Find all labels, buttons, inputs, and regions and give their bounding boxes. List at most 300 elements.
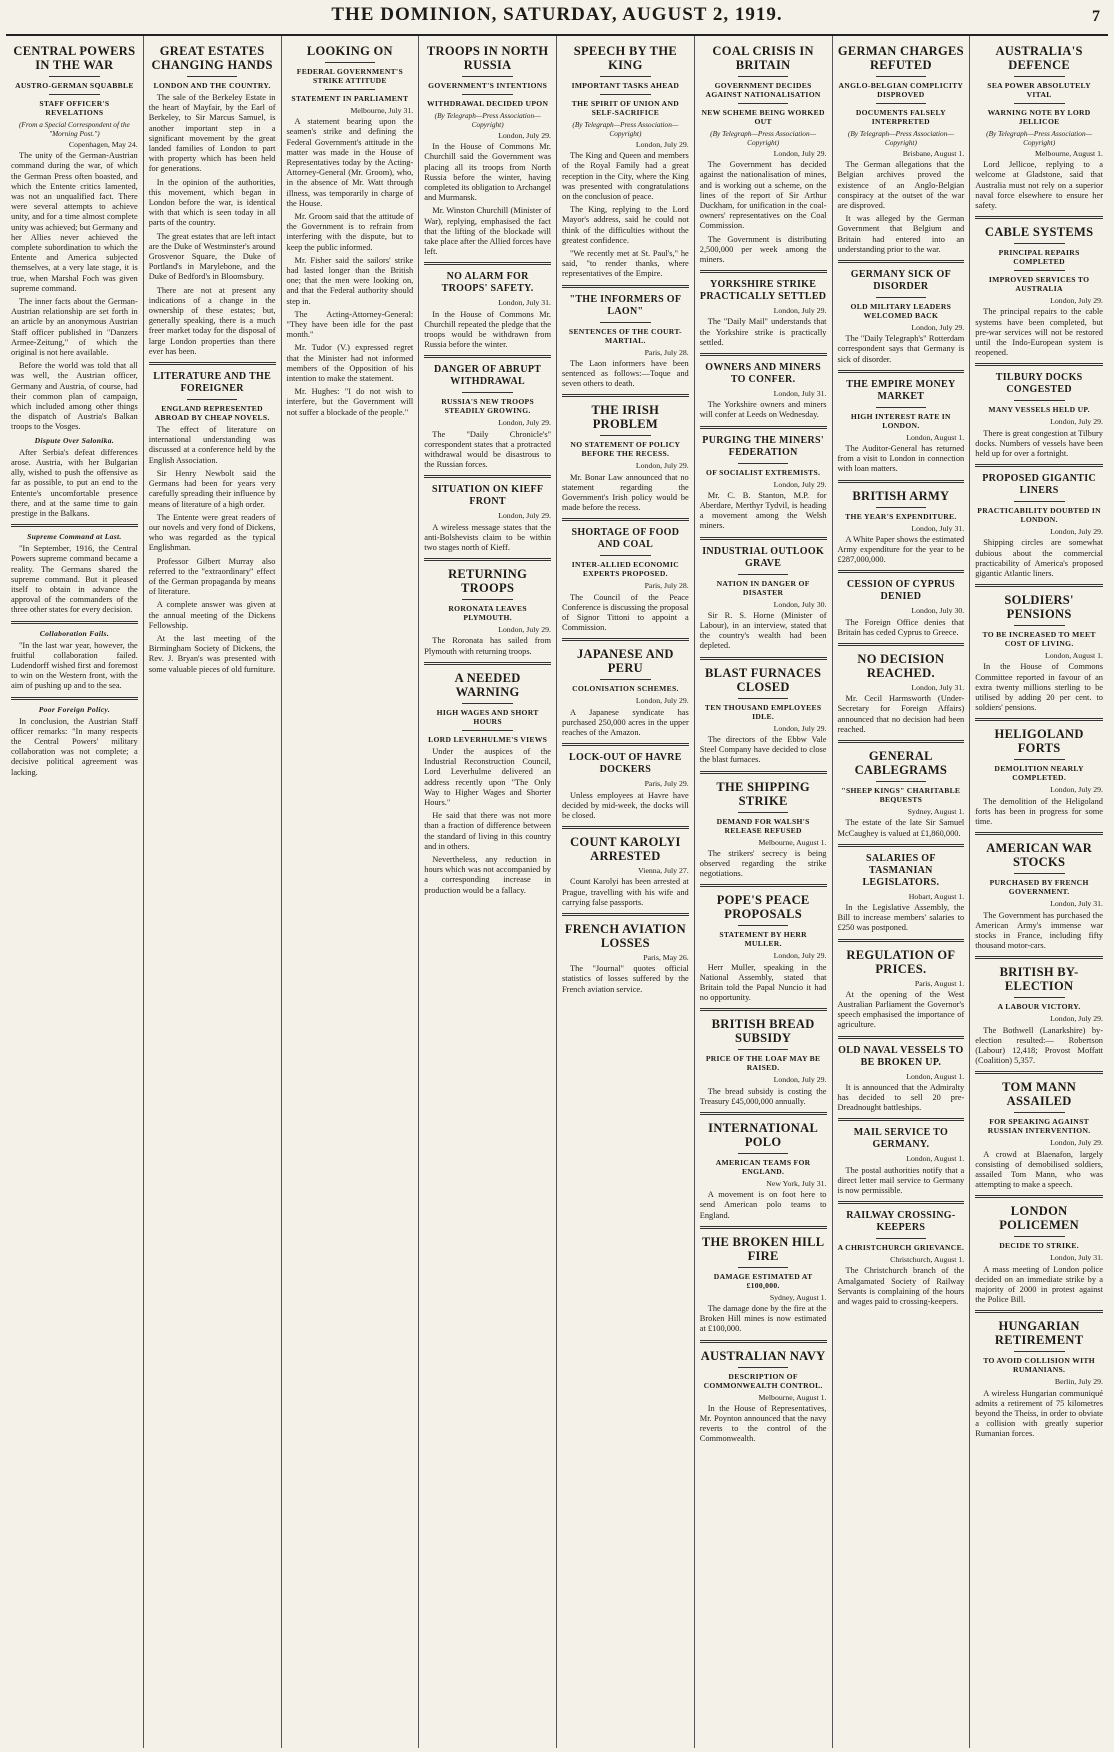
article-divider bbox=[975, 584, 1103, 587]
article-paragraph: The King and Queen and members of the Royal Family had a great reception in the City, where the King was presented with congratulations on the conclusion of peace. bbox=[562, 151, 689, 202]
headline-rule bbox=[600, 435, 651, 436]
article-headline: MAIL SERVICE TO GERMANY. bbox=[853, 1127, 949, 1151]
article-paragraph: A Japanese syndicate has purchased 250,000 acres in the upper reaches of the Amazon. bbox=[562, 707, 689, 738]
article bbox=[424, 44, 551, 257]
article bbox=[700, 771, 827, 880]
article-paragraph: Sir R. S. Horne (Minister of Labour), in an interview, stated that the country's wealth had been depleted. bbox=[699, 610, 827, 651]
headline-rule bbox=[738, 463, 789, 464]
article-headline: CABLE SYSTEMS bbox=[984, 225, 1094, 240]
article-dateline: London, July 29. bbox=[1050, 527, 1103, 537]
article-headline: HUNGARIAN RETIREMENT bbox=[994, 1319, 1084, 1348]
article-subhead: ANGLO-BELGIAN COMPLICITY DISPROVED bbox=[838, 81, 964, 99]
article-paragraph: Count Karolyi has been arrested at Prague, travelling with his wife and carrying false passports. bbox=[562, 877, 689, 907]
article-divider bbox=[838, 844, 965, 847]
article-paragraph: Under the auspices of the Industrial Reconstruction Council, Lord Leverhulme delivered an address recently upon "The Only Way to Higher Wages and Shorter Hours." bbox=[424, 746, 551, 807]
article-subhead: AMERICAN TEAMS FOR ENGLAND. bbox=[715, 1157, 811, 1176]
article-subhead: STATEMENT IN PARLIAMENT bbox=[291, 94, 409, 103]
article bbox=[424, 475, 551, 553]
headline-rule bbox=[187, 399, 238, 400]
article-dateline: London, July 29. bbox=[1050, 1138, 1103, 1148]
article bbox=[975, 464, 1103, 579]
section-heading: Poor Foreign Policy. bbox=[38, 704, 111, 714]
article-headline: THE SHIPPING STRIKE bbox=[716, 779, 810, 808]
article-dateline: Christchurch, August 1. bbox=[890, 1255, 965, 1265]
article-subhead: DOCUMENTS FALSELY INTERPRETED bbox=[855, 108, 946, 126]
article-dateline: Copenhagen, May 24. bbox=[68, 140, 138, 149]
article-headline: THE IRISH PROBLEM bbox=[591, 403, 660, 432]
article-headline: SPEECH BY THE KING bbox=[573, 44, 677, 72]
article-paragraph: The unity of the German-Austrian command during the war, of which the German Press often boasted, and which the Entente critics lamented, was not an unqualified fact. There were several attempts to achieve unity, and for a time almost complete unity was achieved; but Germany and her Allies never achieved the complete subordination to which the Entente and America subjected themselves, at a very late stage, it is true, when Marshal Foch was given supreme command. bbox=[11, 151, 138, 293]
article-dateline: Brisbane, August 1. bbox=[902, 149, 965, 158]
article-paragraph: The effect of literature on international understanding was discussed at a conference held by the English Association. bbox=[148, 425, 276, 465]
article-dateline: Paris, May 26. bbox=[643, 952, 689, 962]
article-dateline: London, July 29. bbox=[1050, 785, 1103, 795]
article-subhead: GOVERNMENT DECIDES AGAINST NATIONALISATION bbox=[705, 81, 821, 99]
article-paragraph: Mr. Fisher said the sailors' strike had lasted longer than the British one; that the men were looking on, and that the Federal authority should step in. bbox=[286, 255, 414, 306]
article-paragraph: The Laon informers have been sentenced as follows:—Toque and seven others to death. bbox=[562, 358, 689, 389]
article-subhead: PRICE OF THE LOAF MAY BE RAISED. bbox=[705, 1054, 821, 1073]
columns-container bbox=[6, 36, 1108, 1748]
column-8 bbox=[970, 36, 1108, 1748]
article-divider bbox=[700, 884, 827, 887]
article-subhead: WITHDRAWAL DECIDED UPON bbox=[427, 99, 549, 108]
article-divider bbox=[700, 771, 827, 774]
article-dateline: London, August 1. bbox=[906, 1154, 965, 1164]
article-subhead: HIGH INTEREST RATE IN LONDON. bbox=[850, 411, 951, 430]
article-paragraph: The postal authorities notify that a direct letter mail service to Germany is now permissible. bbox=[837, 1165, 965, 1195]
article-headline: RETURNING TROOPS bbox=[448, 567, 528, 596]
article-divider bbox=[838, 939, 965, 942]
headline-rule bbox=[876, 781, 927, 782]
article bbox=[11, 621, 138, 692]
article bbox=[149, 44, 276, 357]
article-paragraph: The Yorkshire owners and miners will confer at Leeds on Wednesday. bbox=[699, 400, 827, 420]
article bbox=[562, 394, 689, 513]
article-paragraph: A mass meeting of London police decided on an immediate strike by a majority of 2000 in protest against the Police Bill. bbox=[975, 1264, 1103, 1305]
article-divider bbox=[562, 394, 689, 397]
article bbox=[838, 480, 965, 566]
masthead-title: THE DOMINION, SATURDAY, AUGUST 2, 1919. bbox=[331, 4, 783, 25]
article bbox=[838, 570, 965, 638]
column-6 bbox=[695, 36, 833, 1748]
article-credit: (By Telegraph—Press Association—Copyright) bbox=[434, 111, 541, 129]
article bbox=[700, 657, 827, 766]
article-subhead: ENGLAND REPRESENTED ABROAD BY CHEAP NOVELS. bbox=[154, 404, 270, 423]
headline-rule bbox=[1014, 759, 1065, 760]
article-paragraph: The King, replying to the Lord Mayor's address, said he could not think of the difficulties without the greatest confidence. bbox=[562, 205, 689, 245]
article-credit: (From a Special Correspondent of the "Morning Post.") bbox=[19, 120, 130, 138]
article-subhead: HIGH WAGES AND SHORT HOURS bbox=[436, 707, 539, 726]
article-paragraph: The "Daily Mail" understands that the Yorkshire strike is practically settled. bbox=[699, 317, 827, 347]
headline-rule bbox=[738, 574, 789, 575]
article-divider bbox=[838, 740, 965, 743]
article-subhead: LONDON AND THE COUNTRY. bbox=[153, 81, 271, 90]
article bbox=[838, 740, 965, 839]
headline-rule bbox=[49, 94, 100, 95]
article-subhead: TO BE INCREASED TO MEET COST OF LIVING. bbox=[982, 630, 1096, 649]
article-dateline: London, August 1. bbox=[1044, 651, 1103, 661]
article-headline: PROPOSED GIGANTIC LINERS bbox=[982, 473, 1096, 497]
headline-rule bbox=[738, 1049, 789, 1050]
article-subhead: FEDERAL GOVERNMENT'S STRIKE ATTITUDE bbox=[296, 67, 403, 85]
headline-rule bbox=[325, 89, 376, 90]
article-dateline: Berlin, July 29. bbox=[1054, 1377, 1103, 1387]
article-headline: GENERAL CABLEGRAMS bbox=[854, 749, 948, 778]
article-headline: BLAST FURNACES CLOSED bbox=[705, 665, 822, 694]
section-paragraph: "In the last war year, however, the fruitful collaboration failed. Ludendorff wished first and foremost to win on the Western front, with the aim of pushing up and to the sea. bbox=[11, 640, 138, 691]
article-headline: OLD NAVAL VESSELS TO BE BROKEN UP. bbox=[838, 1044, 964, 1068]
article-paragraph: The Bothwell (Lanarkshire) by-election resulted:— Robertson (Labour) 12,418; Provost Moffatt (Coalition) 5,357. bbox=[975, 1025, 1103, 1066]
article-headline: SOLDIERS' PENSIONS bbox=[1004, 593, 1074, 622]
article-headline: SITUATION ON KIEFF FRONT bbox=[431, 484, 544, 508]
article bbox=[562, 913, 689, 995]
article-divider bbox=[975, 464, 1103, 467]
article-paragraph: The Auditor-General has returned from a visit to London in connection with loan matters. bbox=[837, 444, 965, 474]
article-subhead: A CHRISTCHURCH GRIEVANCE. bbox=[837, 1243, 965, 1253]
article-dateline: New York, July 31. bbox=[766, 1178, 827, 1188]
article-divider bbox=[149, 362, 276, 365]
article-dateline: London, July 29. bbox=[773, 306, 827, 316]
article-divider bbox=[700, 1008, 827, 1011]
article bbox=[838, 1201, 965, 1307]
headline-rule bbox=[1014, 1236, 1065, 1237]
article-subhead: OLD MILITARY LEADERS WELCOMED BACK bbox=[850, 302, 952, 321]
article-paragraph: The Roronata has sailed from Plymouth with returning troops. bbox=[424, 636, 551, 656]
article bbox=[975, 44, 1103, 211]
article-dateline: London, July 29. bbox=[773, 479, 827, 489]
headline-rule bbox=[600, 76, 651, 77]
article-subhead: NEW SCHEME BEING WORKED OUT bbox=[701, 108, 825, 126]
article bbox=[700, 884, 827, 1003]
article-paragraph: The Government is distributing 2,500,000 per week among the miners. bbox=[699, 234, 827, 265]
headline-rule bbox=[738, 812, 789, 813]
article bbox=[700, 1008, 827, 1107]
article-subhead: DESCRIPTION OF COMMONWEALTH CONTROL. bbox=[703, 1371, 823, 1390]
article-divider bbox=[424, 558, 551, 561]
article-subhead: STATEMENT BY HERR MULLER. bbox=[719, 930, 807, 949]
article-paragraph: The demolition of the Heligoland forts has been in progress for some time. bbox=[975, 796, 1103, 827]
article-headline: SHORTAGE OF FOOD AND COAL bbox=[571, 527, 680, 551]
article-paragraph: The German allegations that the Belgian archives proved the existence of an Anglo-Belgian conspiracy at the outset of the war are disproved. bbox=[837, 160, 965, 211]
article-headline: PURGING THE MINERS' FEDERATION bbox=[702, 434, 824, 458]
article-divider bbox=[700, 353, 827, 356]
section-heading: Dispute Over Salonika. bbox=[34, 435, 115, 445]
article-paragraph: It was alleged by the German Government that Belgium and Britain had entered into an understanding prior to the war. bbox=[837, 214, 965, 254]
article-dateline: London, July 29. bbox=[773, 951, 827, 961]
article-paragraph: A movement is on foot here to send American polo teams to England. bbox=[699, 1190, 827, 1220]
article-divider bbox=[424, 662, 551, 665]
column-1 bbox=[6, 36, 144, 1748]
article-subhead: SEA POWER ABSOLUTELY VITAL bbox=[987, 81, 1091, 99]
article-credit: (By Telegraph—Press Association—Copyright) bbox=[847, 129, 954, 147]
article-dateline: London, July 29. bbox=[635, 696, 689, 706]
article-divider bbox=[838, 370, 965, 373]
article-subhead: WARNING NOTE BY LORD JELLICOE bbox=[987, 108, 1091, 126]
section-paragraph: "In September, 1916, the Central Powers supreme command became a reality. The Germans shared the supreme command. But it pleased itself to obtain in advance the approval of the commanders of the three other states for every decision. bbox=[11, 544, 138, 615]
article bbox=[11, 44, 138, 519]
article bbox=[975, 956, 1103, 1066]
article-headline: NO ALARM FOR TROOPS' SAFETY. bbox=[441, 271, 534, 295]
article-paragraph: The "Daily Chronicle's" correspondent states that a protracted withdrawal would be disastrous to the Russian forces. bbox=[424, 429, 551, 470]
article bbox=[287, 44, 414, 418]
page-number: 7 bbox=[1092, 8, 1100, 25]
article-paragraph: Mr. Groom said that the attitude of the Government is to refrain from interfering with the dispute, but to keep the public informed. bbox=[286, 212, 414, 252]
article-subhead: PRACTICABILITY DOUBTED IN LONDON. bbox=[977, 506, 1101, 525]
article-paragraph: The estate of the late Sir Samuel McCaughey is valued at £1,860,000. bbox=[837, 818, 965, 838]
article-headline: INTERNATIONAL POLO bbox=[708, 1120, 819, 1149]
article-headline: POPE'S PEACE PROPOSALS bbox=[716, 893, 810, 922]
article-divider bbox=[838, 1036, 965, 1039]
article bbox=[838, 1118, 965, 1196]
article-headline: THE EMPIRE MONEY MARKET bbox=[846, 378, 956, 402]
column-4 bbox=[419, 36, 557, 1748]
article-subhead: "SHEEP KINGS" CHARITABLE BEQUESTS bbox=[841, 786, 961, 805]
article-dateline: Vienna, July 27. bbox=[638, 866, 689, 876]
article bbox=[975, 832, 1103, 951]
headline-rule bbox=[876, 1238, 927, 1239]
article-paragraph: Unless employees at Havre have decided by mid-week, the docks will be closed. bbox=[562, 790, 689, 820]
article-divider bbox=[838, 1201, 965, 1204]
article-divider bbox=[700, 426, 827, 429]
headline-rule bbox=[1014, 625, 1065, 626]
headline-rule bbox=[876, 76, 927, 77]
article-paragraph: The inner facts about the German-Austrian relationship are set forth in an article by an anonymous Austrian Staff officer published in "Danzers Armee-Zeitung," of which the original is not here available. bbox=[11, 297, 138, 358]
article-subhead: NATION IN DANGER OF DISASTER bbox=[716, 578, 810, 597]
article-headline: SALARIES OF TASMANIAN LEGISLATORS. bbox=[862, 852, 940, 888]
article-headline: BRITISH ARMY bbox=[852, 488, 950, 503]
article bbox=[562, 44, 689, 280]
article-dateline: London, July 31. bbox=[1050, 899, 1103, 909]
article-paragraph: Mr. Winston Churchill (Minister of War), replying, emphasised the fact that the lifting of the blockade will take place after the Allied forces have left. bbox=[424, 206, 551, 257]
article bbox=[700, 1340, 827, 1445]
article-headline: GERMAN CHARGES REFUTED bbox=[837, 44, 964, 72]
article-headline: JAPANESE AND PERU bbox=[576, 647, 674, 676]
headline-rule bbox=[738, 76, 789, 77]
article-headline: "THE INFORMERS OF LAON" bbox=[569, 293, 682, 317]
article-paragraph: Herr Muller, speaking in the National Assembly, stated that Britain told the Papal Nuncio it had no opportunity. bbox=[699, 962, 827, 1003]
headline-rule bbox=[1014, 1112, 1065, 1113]
section-paragraph: After Serbia's defeat differences arose. Austria, with her Bulgarian ally, wished to push the offensive as far as possible, to put an end to the Entente's uncomfortable presence there, and at the same time to gain prestige in the Balkans. bbox=[11, 447, 138, 518]
headline-rule bbox=[1014, 400, 1065, 401]
headline-rule bbox=[1014, 270, 1065, 271]
headline-rule bbox=[738, 925, 789, 926]
article-paragraph: The Council of the Peace Conference is discussing the proposal of Signor Tittoni to appoint a Commission. bbox=[562, 592, 689, 633]
article-paragraph: The Entente were great readers of our novels and very fond of Dickens, who was regarded as the typical Englishman. bbox=[148, 512, 276, 553]
article bbox=[975, 1071, 1103, 1190]
headline-rule bbox=[462, 94, 513, 95]
article-dateline: London, July 29. bbox=[1050, 296, 1103, 306]
article bbox=[700, 537, 827, 652]
article-subhead: RORONATA LEAVES PLYMOUTH. bbox=[448, 604, 527, 623]
article-divider bbox=[562, 518, 689, 521]
article bbox=[838, 1036, 965, 1114]
article-subhead: IMPORTANT TASKS AHEAD bbox=[571, 81, 680, 90]
article-headline: BRITISH BY-ELECTION bbox=[999, 965, 1079, 994]
article-subhead: A LABOUR VICTORY. bbox=[997, 1002, 1081, 1012]
article-subhead: DECIDE TO STRIKE. bbox=[999, 1241, 1079, 1251]
article-paragraph: The Government has purchased the American Army's immense war stocks in France, including fifty thousand motor-cars. bbox=[975, 910, 1103, 951]
article-divider bbox=[838, 570, 965, 573]
article-dateline: Melbourne, August 1. bbox=[758, 837, 827, 847]
headline-rule bbox=[876, 507, 927, 508]
article-headline: RAILWAY CROSSING-KEEPERS bbox=[846, 1210, 956, 1234]
headline-rule bbox=[1014, 76, 1065, 77]
article bbox=[838, 643, 965, 735]
headline-rule bbox=[1014, 243, 1065, 244]
headline-rule bbox=[462, 76, 513, 77]
article bbox=[975, 718, 1103, 827]
headline-rule bbox=[462, 730, 513, 731]
article-divider bbox=[562, 826, 689, 829]
article-divider bbox=[975, 832, 1103, 835]
article-paragraph: A wireless Hungarian communiqué admits a retirement of 75 kilometres beyond the Theiss, in order to obviate a collision with greatly superior Rumanian forces. bbox=[975, 1388, 1103, 1439]
headline-rule bbox=[1014, 103, 1065, 104]
article-headline: CENTRAL POWERS IN THE WAR bbox=[13, 44, 136, 72]
article-dateline: London, August 1. bbox=[906, 432, 965, 442]
article-divider bbox=[975, 1310, 1103, 1313]
article-divider bbox=[562, 913, 689, 916]
article-paragraph: The principal repairs to the cable systems have been completed, but pre-war services will not be restored until the Indo-European system is reopened. bbox=[975, 307, 1103, 358]
article bbox=[838, 370, 965, 475]
article-paragraph: The strikers' secrecy is being observed regarding the strike negotiations. bbox=[699, 848, 827, 879]
headline-rule bbox=[876, 103, 927, 104]
article bbox=[700, 44, 827, 265]
article-paragraph: A statement bearing upon the seamen's strike and defining the Federal Government's attitude in the matter was made in the House of Representatives today by the Acting-Attorney-General (Mr. Groom), who, in the absence of Mr. Watt through illness, was temporarily in charge of the House. bbox=[286, 117, 414, 208]
article-headline: COUNT KAROLYI ARRESTED bbox=[570, 835, 681, 864]
headline-rule bbox=[1014, 501, 1065, 502]
article-paragraph: Sir Henry Newbolt said the Germans had been for years very carefully spreading their influence by means of literature of a high order. bbox=[148, 468, 276, 509]
article-dateline: Paris, August 1. bbox=[914, 978, 965, 988]
article-headline: AUSTRALIAN NAVY bbox=[700, 1348, 826, 1363]
article-paragraph: The bread subsidy is costing the Treasury £45,000,000 annually. bbox=[699, 1086, 827, 1106]
article-divider bbox=[424, 262, 551, 265]
article-subhead: DAMAGE ESTIMATED AT £100,000. bbox=[713, 1271, 813, 1290]
article-dateline: London, July 30. bbox=[911, 606, 965, 616]
article-divider bbox=[562, 743, 689, 746]
article-credit: (By Telegraph—Press Association—Copyright) bbox=[986, 129, 1093, 147]
article-divider bbox=[562, 285, 689, 288]
article-divider bbox=[700, 657, 827, 660]
article bbox=[149, 362, 276, 675]
article-paragraph: The Acting-Attorney-General: "They have been idle for the past month." bbox=[286, 309, 414, 340]
article bbox=[975, 1310, 1103, 1439]
headline-rule bbox=[600, 94, 651, 95]
article-divider bbox=[700, 1226, 827, 1229]
article-divider bbox=[838, 480, 965, 483]
article bbox=[975, 1195, 1103, 1305]
article-divider bbox=[424, 355, 551, 358]
article-subhead: DEMOLITION NEARLY COMPLETED. bbox=[994, 764, 1084, 783]
article-subhead: THE SPIRIT OF UNION AND SELF-SACRIFICE bbox=[571, 99, 680, 117]
article-dateline: Melbourne, July 31. bbox=[350, 106, 414, 115]
article-subhead: THE YEAR'S EXPENDITURE. bbox=[845, 511, 957, 521]
article-paragraph: The Government has decided against the nationalisation of mines, and is working out a scheme, on the lines of the report of Sir Arthur Duckham, for unification in the coal-owners' representatives on the Coal Commission. bbox=[699, 160, 827, 231]
article-headline: LOCK-OUT OF HAVRE DOCKERS bbox=[569, 752, 682, 776]
article bbox=[700, 426, 827, 532]
article-dateline: London, July 31. bbox=[911, 683, 965, 693]
article-paragraph: In the House of Commons Mr. Churchill repeated the pledge that the troops would be withdrawn from Russia before the winter. bbox=[424, 309, 551, 350]
article bbox=[975, 216, 1103, 358]
article-subhead: PRINCIPAL REPAIRS COMPLETED bbox=[998, 248, 1080, 267]
article-divider bbox=[562, 638, 689, 641]
article bbox=[424, 262, 551, 350]
article-subhead: INTER-ALLIED ECONOMIC EXPERTS PROPOSED. bbox=[571, 560, 680, 579]
headline-rule bbox=[1014, 997, 1065, 998]
article-divider bbox=[975, 1195, 1103, 1198]
column-2 bbox=[144, 36, 282, 1748]
article-headline: FRENCH AVIATION LOSSES bbox=[564, 921, 686, 950]
article-subhead: SENTENCES OF THE COURT-MARTIAL. bbox=[568, 326, 682, 345]
headline-rule bbox=[462, 599, 513, 600]
article-paragraph: There are not at present any indications of a change in the ownership of these estates; but, generally speaking, there is a much freer market today for the disposal of large London properties than there ever has been. bbox=[148, 285, 276, 356]
article-divider bbox=[700, 1112, 827, 1115]
article-dateline: London, July 29. bbox=[911, 323, 965, 333]
article-paragraph: Shipping circles are somewhat dubious about the commercial practicability of America's proposed gigantic Atlantic liners. bbox=[975, 538, 1103, 579]
article-headline: YORKSHIRE STRIKE PRACTICALLY SETTLED bbox=[699, 279, 827, 303]
article-dateline: Paris, July 29. bbox=[644, 779, 689, 789]
article bbox=[562, 518, 689, 633]
article-dateline: London, July 31. bbox=[773, 389, 827, 399]
article bbox=[975, 363, 1103, 459]
article-subhead: TO AVOID COLLISION WITH RUMANIANS. bbox=[983, 1356, 1095, 1375]
headline-rule bbox=[187, 76, 238, 77]
article-headline: GERMANY SICK OF DISORDER bbox=[850, 269, 951, 293]
article-dateline: London, July 31. bbox=[1050, 1253, 1103, 1263]
article-subhead: PURCHASED BY FRENCH GOVERNMENT. bbox=[989, 878, 1089, 897]
article-headline: TILBURY DOCKS CONGESTED bbox=[995, 372, 1083, 396]
article-divider bbox=[838, 260, 965, 263]
article bbox=[562, 638, 689, 738]
article-headline: LITERATURE AND THE FOREIGNER bbox=[153, 371, 272, 395]
article-dateline: London, July 29. bbox=[773, 1075, 827, 1085]
article-paragraph: A White Paper shows the estimated Army expenditure for the year to be £287,000,000. bbox=[837, 534, 965, 565]
headline-rule bbox=[738, 1153, 789, 1154]
headline-rule bbox=[49, 76, 100, 77]
section-paragraph: In conclusion, the Austrian Staff officer remarks: "In many respects the Central Powers' military collaboration was not complete; a decisive political agreement was lacking. bbox=[11, 716, 138, 777]
article-paragraph: "We recently met at St. Paul's," he said, "to render thanks, where representatives of the Empire. bbox=[562, 249, 689, 279]
article-dateline: London, July 29. bbox=[498, 625, 551, 635]
section-heading: Collaboration Fails. bbox=[39, 628, 110, 638]
article-dateline: London, July 31. bbox=[911, 523, 965, 533]
article bbox=[838, 844, 965, 934]
article-paragraph: In the House of Commons Committee reported in favour of an extra twenty millions sterling to be utilised by adding 20 per cent. to soldiers' pensions. bbox=[975, 662, 1103, 713]
article-headline: AUSTRALIA'S DEFENCE bbox=[995, 44, 1083, 72]
article-subhead: RUSSIA'S NEW TROOPS STEADILY GROWING. bbox=[441, 397, 535, 416]
article-headline: HELIGOLAND FORTS bbox=[994, 727, 1084, 756]
article-subhead: LORD LEVERHULME'S VIEWS bbox=[428, 734, 548, 744]
article-headline: REGULATION OF PRICES. bbox=[846, 947, 956, 976]
article-dateline: Paris, July 28. bbox=[644, 347, 689, 357]
article-dateline: London, July 29. bbox=[1050, 417, 1103, 427]
article-headline: OWNERS AND MINERS TO CONFER. bbox=[705, 362, 821, 386]
article-dateline: Melbourne, August 1. bbox=[1034, 149, 1103, 158]
article-paragraph: There is great congestion at Tilbury docks. Numbers of vessels have been held up for over a fortnight. bbox=[975, 428, 1103, 459]
headline-rule bbox=[738, 103, 789, 104]
article-paragraph: A complete answer was given at the annual meeting of the Dickens Fellowship. bbox=[148, 600, 276, 630]
article-divider bbox=[975, 1071, 1103, 1074]
article-paragraph: In the House of Commons Mr. Churchill said the Government was placing all its troops from North Russia before the winter, having completed its obligation to Archangel and Murmansk. bbox=[424, 142, 551, 203]
article-dateline: London, July 29. bbox=[773, 723, 827, 733]
article-dateline: London, July 29. bbox=[498, 511, 551, 521]
article bbox=[700, 1112, 827, 1221]
article bbox=[424, 558, 551, 657]
article bbox=[975, 584, 1103, 713]
headline-rule bbox=[876, 297, 927, 298]
article-dateline: London, July 29. bbox=[498, 131, 551, 140]
article-divider bbox=[700, 270, 827, 273]
column-3 bbox=[282, 36, 420, 1748]
article-headline: INDUSTRIAL OUTLOOK GRAVE bbox=[702, 545, 825, 569]
